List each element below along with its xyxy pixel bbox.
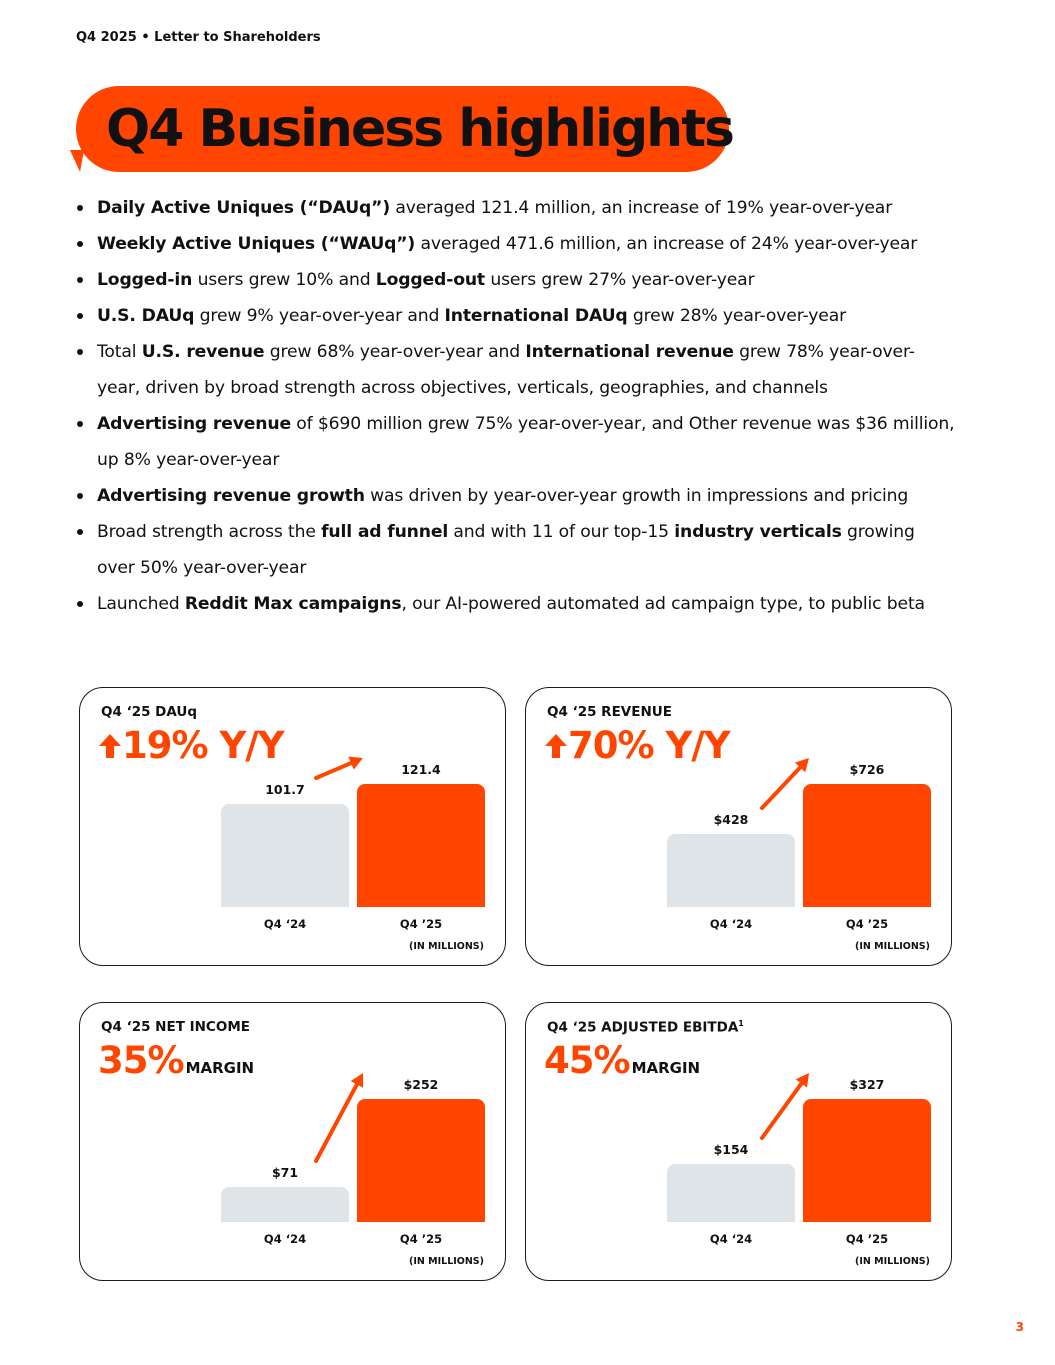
highlight-emphasis: U.S. DAUq [97,306,195,326]
highlight-emphasis: industry verticals [674,522,842,542]
title-banner-tail [66,150,84,172]
headline-metric [544,724,730,767]
highlight-text: of $690 million grew 75% year-over-year, and Other revenue was $36 million, up 8% year-over-year [97,414,955,470]
highlight-emphasis: Weekly Active Uniques (“WAUq”) [97,234,416,254]
bar-q4-24 [221,1187,349,1222]
value-label-q4-25: $726 [849,762,885,777]
value-label-q4-25: $252 [403,1077,439,1092]
x-label-q4-25: Q4 ’25 [845,917,889,931]
card-title: Q4 ‘25 REVENUE [547,704,672,720]
headline-value: 70% Y/Y [568,724,730,767]
up-arrow-icon [98,733,122,759]
growth-arrow-icon [756,1067,815,1144]
card-net-income [79,1002,506,1281]
highlight-text: grew 9% year-over-year and [194,306,445,326]
bar-q4-25 [803,784,931,907]
highlight-item [76,298,956,334]
highlight-item [76,478,956,514]
value-label-q4-24: $71 [271,1165,299,1180]
highlight-text: averaged 121.4 million, an increase of 19% year-over-year [390,198,893,218]
growth-arrow-icon [756,752,815,814]
headline-value: 45% [544,1039,630,1082]
value-label-q4-24: 101.7 [265,782,305,797]
highlight-text: grew 78% year-over-year, driven by broad strength across objectives, verticals, geographies, and channels [97,342,915,398]
headline-suffix: MARGIN [185,1059,255,1077]
headline-value: 19% Y/Y [122,724,284,767]
x-label-q4-24: Q4 ‘24 [263,1232,307,1246]
document-header: Q4 2025 • Letter to Shareholders [76,30,321,45]
highlight-text: users grew 27% year-over-year [485,270,755,290]
highlight-text: Total [97,342,142,362]
card-title: Q4 ‘25 DAUq [101,704,198,720]
units-label: (IN MILLIONS) [855,941,930,952]
bar-q4-24 [667,834,795,907]
growth-arrow-icon [310,752,369,784]
headline-metric [98,1039,254,1082]
highlight-text: grew 68% year-over-year and [264,342,526,362]
value-label-q4-24: $154 [713,1142,749,1157]
x-label-q4-25: Q4 ’25 [399,1232,443,1246]
card-title [547,1019,744,1036]
bar-q4-24 [667,1164,795,1222]
card-dauq [79,687,506,966]
highlight-emphasis: Advertising revenue growth [97,486,365,506]
highlight-text: averaged 471.6 million, an increase of 24% year-over-year [415,234,918,254]
x-label-q4-25: Q4 ’25 [399,917,443,931]
footnote-marker: 1 [738,1019,744,1028]
highlight-emphasis: International revenue [525,342,734,362]
highlight-item [76,262,956,298]
highlight-text: , our AI-powered automated ad campaign type, to public beta [401,594,925,614]
value-label-q4-24: $428 [713,812,749,827]
x-label-q4-24: Q4 ‘24 [709,917,753,931]
headline-value: 35% [98,1039,184,1082]
highlight-emphasis: Advertising revenue [97,414,291,434]
units-label: (IN MILLIONS) [855,1256,930,1267]
highlight-text: growing over 50% year-over-year [97,522,915,578]
up-arrow-icon [544,733,568,759]
highlight-text: and with 11 of our top-15 [448,522,675,542]
headline-metric [98,724,284,767]
card-title-text: Q4 ‘25 ADJUSTED EBITDA [547,1019,739,1036]
highlight-text: grew 28% year-over-year [627,306,847,326]
headline-metric [544,1039,700,1082]
units-label: (IN MILLIONS) [409,941,484,952]
bar-q4-25 [357,784,485,907]
card-adjusted-ebitda [525,1002,952,1281]
highlight-item [76,334,956,406]
value-label-q4-25: $327 [849,1077,885,1092]
highlight-item [76,586,956,622]
highlight-emphasis: Logged-in [97,270,193,290]
x-label-q4-24: Q4 ‘24 [709,1232,753,1246]
highlight-emphasis: Logged-out [375,270,486,290]
bar-q4-25 [357,1099,485,1222]
highlight-item [76,226,956,262]
highlight-emphasis: U.S. revenue [141,342,265,362]
highlight-text: was driven by year-over-year growth in impressions and pricing [364,486,909,506]
highlight-emphasis: Reddit Max campaigns [184,594,402,614]
units-label: (IN MILLIONS) [409,1256,484,1267]
value-label-q4-25: 121.4 [401,762,441,777]
card-title: Q4 ‘25 NET INCOME [101,1019,250,1035]
bar-q4-24 [221,804,349,907]
highlight-emphasis: International DAUq [444,306,628,326]
growth-arrow-icon [310,1067,369,1167]
x-label-q4-24: Q4 ‘24 [263,917,307,931]
card-revenue [525,687,952,966]
page-title: Q4 Business highlights [106,99,733,159]
highlight-text: Broad strength across the [97,522,322,542]
page-number: 3 [1015,1320,1024,1334]
highlight-item [76,514,956,586]
highlight-emphasis: full ad funnel [321,522,449,542]
bar-q4-25 [803,1099,931,1222]
highlight-text: Launched [97,594,185,614]
highlight-text: users grew 10% and [192,270,376,290]
highlights-list [76,190,956,622]
headline-suffix: MARGIN [631,1059,701,1077]
x-label-q4-25: Q4 ’25 [845,1232,889,1246]
highlight-emphasis: Daily Active Uniques (“DAUq”) [97,198,391,218]
highlight-item [76,190,956,226]
highlight-item [76,406,956,478]
